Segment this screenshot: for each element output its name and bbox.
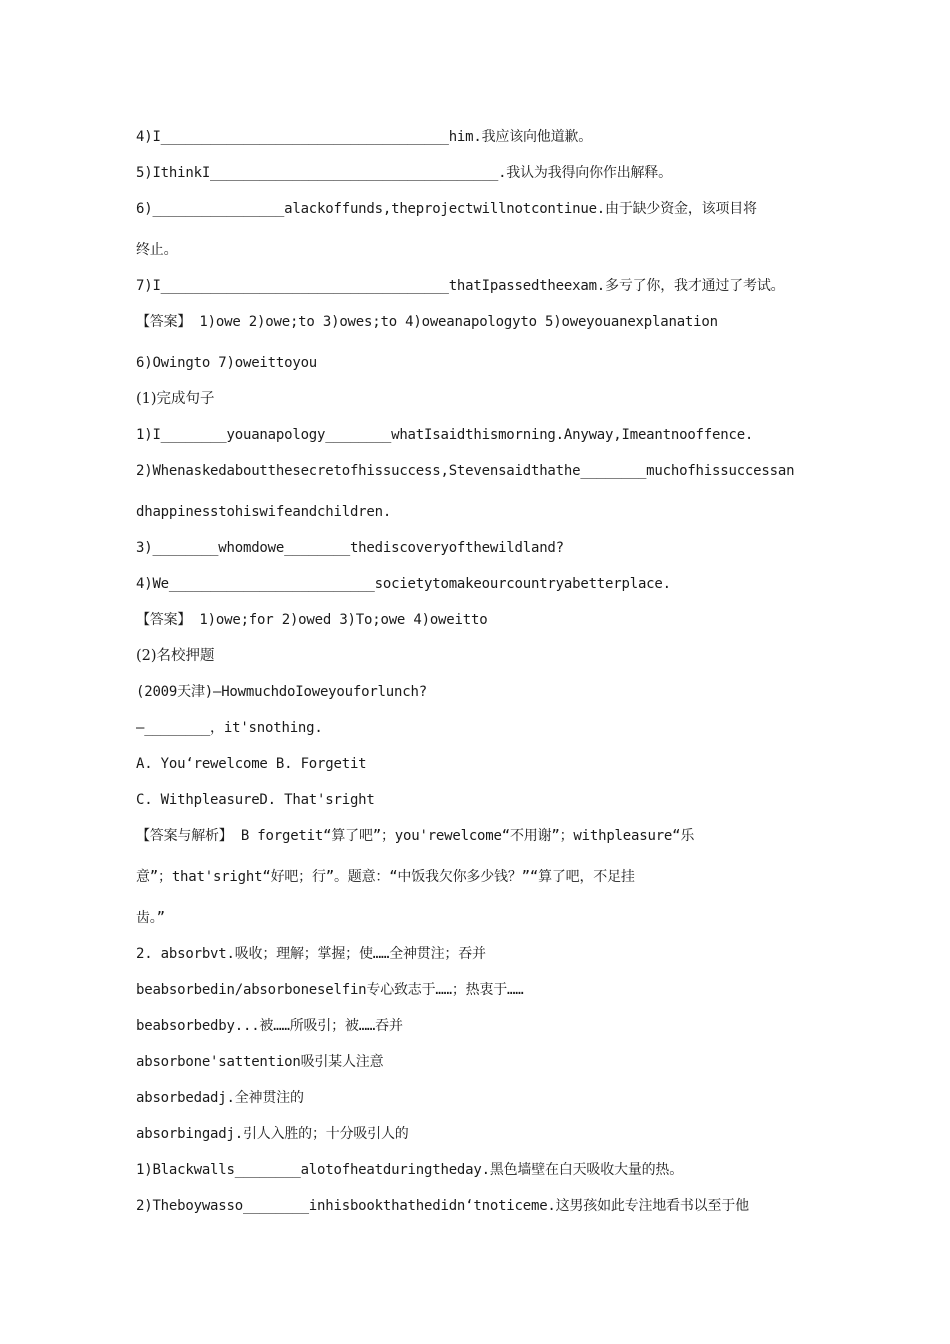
question-prompt: (2009天津)—HowmuchdoIoweyouforlunch? [136,684,427,700]
answer-line-1-cont: 6)Owingto 7)oweittoyou [136,355,318,371]
answer-line-1: 【答案】 1)owe 2)owe;to 3)owes;to 4)oweanapologyto 5)oweyouanexplanation [136,314,718,330]
vocab-phrase-5: absorbingadj.引人入胜的；十分吸引人的 [136,1126,409,1142]
vocab-phrase-4: absorbedadj.全神贯注的 [136,1090,304,1106]
sentence-2: 2)Whenaskedaboutthesecretofhissuccess,Stevensaidthathe________muchofhissuccessan [136,463,795,479]
vocab-phrase-1: beabsorbedin/absorboneselfin专心致志于……；热衷于…… [136,982,524,998]
analysis-line-3: 齿。” [136,910,165,926]
vocab-phrase-2: beabsorbedby...被……所吸引；被……吞并 [136,1018,403,1034]
analysis-line-1: 【答案与解析】 B forgetit“算了吧”；you'rewelcome“不用谢”；withpleasure“乐 [136,828,695,844]
section-heading-complete-sentences: (1)完成句子 [136,391,215,407]
exercise-line-5: 5)IthinkI___________________________________.我认为我得向你作出解释。 [136,165,672,181]
sentence-4: 4)We_________________________societytomakeourcountryabetterplace. [136,576,671,592]
sentence-2-cont: dhappinesstohiswifeandchildren. [136,504,392,520]
vocab-phrase-3: absorbone'sattention吸引某人注意 [136,1054,384,1070]
absorb-exercise-2: 2)Theboywasso________inhisbookthathedidn‘tnoticeme.这男孩如此专注地看书以至于他 [136,1198,749,1214]
exercise-line-6: 6)________________alackoffunds,theprojectwillnotcontinue.由于缺少资金，该项目将 [136,201,757,217]
vocab-absorb-heading: 2. absorbvt.吸收；理解；掌握；使……全神贯注；吞并 [136,946,486,962]
section-heading-school-questions: (2)名校押题 [136,648,215,664]
options-cd: C. WithpleasureD. That'sright [136,792,375,808]
exercise-line-6-cont: 终止。 [136,242,178,258]
exercise-line-7: 7)I___________________________________thatIpassedtheexam.多亏了你，我才通过了考试。 [136,278,785,294]
exercise-line-4: 4)I___________________________________him.我应该向他道歉。 [136,129,593,145]
sentence-3: 3)________whomdowe________thediscoveryofthewildland? [136,540,564,556]
analysis-line-2: 意”；that'sright“好吧；行”。题意：“中饭我欠你多少钱？”“算了吧，不足挂 [136,869,635,885]
question-reply: —________，it'snothing. [136,720,323,736]
sentence-1: 1)I________youanapology________whatIsaidthismorning.Anyway,Imeantnooffence. [136,427,754,443]
absorb-exercise-1: 1)Blackwalls________alotofheatduringtheday.黑色墙壁在白天吸收大量的热。 [136,1162,684,1178]
answer-line-2: 【答案】 1)owe;for 2)owed 3)To;owe 4)oweitto [136,612,488,628]
options-ab: A. You‘rewelcome B. Forgetit [136,756,367,772]
